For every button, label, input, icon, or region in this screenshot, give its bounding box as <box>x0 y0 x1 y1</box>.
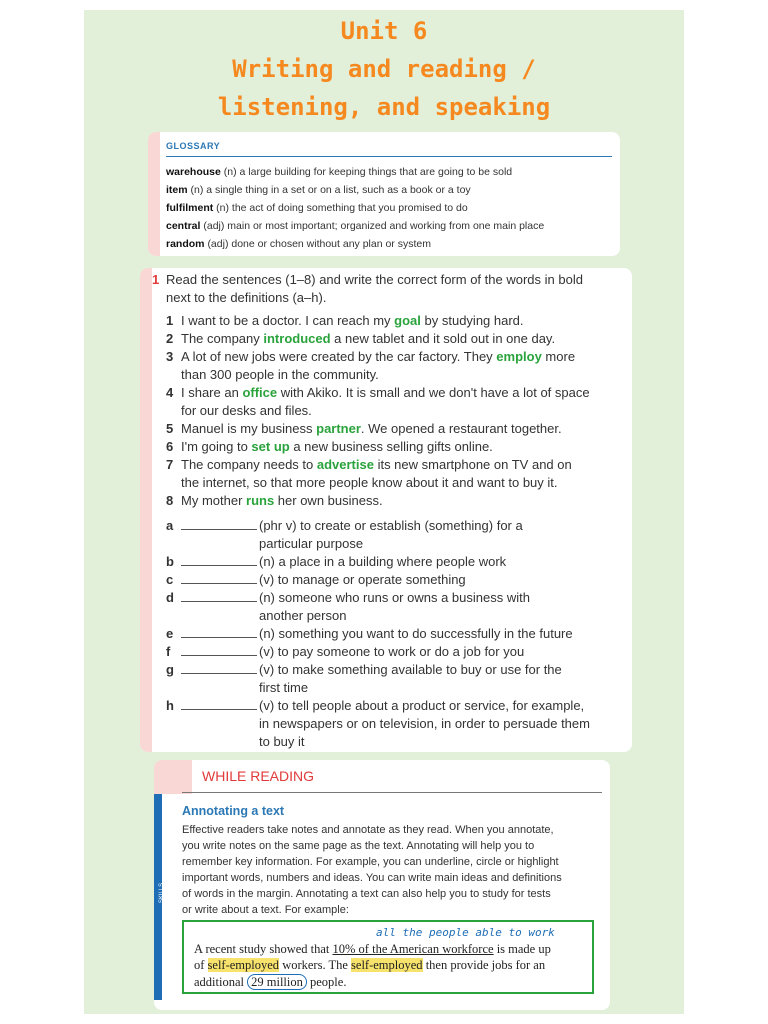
highlighted-word: self-employed <box>207 958 280 972</box>
glossary-word: fulfilment <box>166 202 214 214</box>
definition-letter: d <box>166 590 174 605</box>
sentence-number: 1 <box>166 313 174 328</box>
sentence-4: I share an office with Akiko. It is small and we don't have a lot of space <box>181 385 590 400</box>
sentence-3-cont: than 300 people in the community. <box>181 367 379 382</box>
sentence-2: The company introduced a new tablet and it sold out in one day. <box>181 331 556 346</box>
example-line-2: of self-employed workers. The self-employed then provide jobs for an <box>194 958 546 972</box>
definition-letter: h <box>166 698 174 713</box>
definition-letter: c <box>166 572 174 587</box>
bold-word: runs <box>246 493 275 508</box>
underlined-phrase: 10% of the American workforce <box>332 942 494 956</box>
answer-blank-c[interactable] <box>181 573 257 584</box>
definition-f: (v) to pay someone to work or do a job for you <box>181 644 524 659</box>
sentence-7-cont: the internet, so that more people know about it and want to buy it. <box>181 475 558 490</box>
definition-g-cont: first time <box>259 680 309 695</box>
sentence-1: I want to be a doctor. I can reach my goal by studying hard. <box>181 313 524 328</box>
example-line-3: additional 29 million people. <box>194 975 347 989</box>
sentence-number: 7 <box>166 457 174 472</box>
skills-label: SKILLS <box>159 882 166 904</box>
glossary-entry <box>166 166 512 178</box>
bold-word: advertise <box>316 457 374 472</box>
definition-letter: e <box>166 626 174 641</box>
glossary-entry <box>166 220 544 232</box>
sentence-number: 8 <box>166 493 174 508</box>
bold-word: employ <box>496 349 542 364</box>
bold-word: introduced <box>263 331 331 346</box>
glossary-entry <box>166 184 471 196</box>
while-reading-heading: WHILE READING <box>202 768 315 784</box>
glossary-word: item <box>166 184 188 196</box>
skill-paragraph-line: remember key information. For example, you can underline, circle or highlight <box>182 856 559 868</box>
exercise-side-strip <box>140 268 152 752</box>
sentence-7: The company needs to advertise its new smartphone on TV and on <box>181 457 572 472</box>
glossary-box <box>148 132 620 256</box>
page-title-line-1: Writing and reading / <box>232 55 536 83</box>
glossary-heading: GLOSSARY <box>166 141 221 151</box>
skill-paragraph-line: important words, numbers and ideas. You can write main ideas and definitions <box>182 872 562 884</box>
exercise-box <box>140 268 632 752</box>
definition-d: (n) someone who runs or owns a business with <box>181 590 530 605</box>
sentence-5: Manuel is my business partner. We opened a restaurant together. <box>181 421 562 436</box>
glossary-side-strip <box>148 132 160 256</box>
exercise-instruction: next to the definitions (a–h). <box>166 290 327 305</box>
glossary-word: warehouse <box>166 166 221 178</box>
highlighted-word: self-employed <box>351 958 423 972</box>
definition-letter: a <box>166 518 174 533</box>
bold-word: office <box>242 385 278 400</box>
answer-blank-g[interactable] <box>181 663 257 674</box>
reading-corner-strip <box>154 760 192 794</box>
definition-g: (v) to make something available to buy or use for the <box>181 662 562 677</box>
unit-title: Unit 6 <box>340 17 428 45</box>
bold-word: set up <box>251 439 290 454</box>
margin-annotation: all the people able to work <box>376 926 555 939</box>
answer-blank-f[interactable] <box>181 645 257 656</box>
definition-c: (v) to manage or operate something <box>181 572 466 587</box>
glossary-entry <box>166 238 431 250</box>
sentence-4-cont: for our desks and files. <box>181 403 312 418</box>
while-reading-box <box>154 760 610 1010</box>
glossary-word: random <box>166 238 205 250</box>
definition-d-cont: another person <box>259 608 347 623</box>
answer-blank-h[interactable] <box>181 699 257 710</box>
definition-letter: f <box>166 644 171 659</box>
skill-paragraph-line: Effective readers take notes and annotate as they read. When you annotate, <box>182 824 554 836</box>
answer-blank-e[interactable] <box>181 627 257 638</box>
answer-blank-b[interactable] <box>181 555 257 566</box>
glossary-definition: (n) a large building for keeping things that are going to be sold <box>223 166 513 178</box>
glossary-definition: (adj) done or chosen without any plan or system <box>207 238 431 250</box>
sentence-3: A lot of new jobs were created by the car factory. They employ more <box>181 349 576 364</box>
glossary-definition: (adj) main or most important; organized and working from one main place <box>203 220 545 232</box>
definition-a: (phr v) to create or establish (something) for a <box>181 518 523 533</box>
sentence-8: My mother runs her own business. <box>181 493 383 508</box>
sentence-number: 3 <box>166 349 174 364</box>
exercise-number: 1 <box>152 272 160 287</box>
exercise-instruction: Read the sentences (1–8) and write the correct form of the words in bold <box>166 272 583 287</box>
page <box>84 10 684 1014</box>
skill-paragraph-line: you write notes on the same page as the text. Annotating will help you to <box>182 840 535 852</box>
bold-word: partner <box>316 421 361 436</box>
skill-subheading: Annotating a text <box>182 804 285 818</box>
annotation-example-box <box>182 920 594 994</box>
definition-e: (n) something you want to do successfully in the future <box>181 626 573 641</box>
circled-number: 29 million <box>247 974 307 990</box>
definition-letter: g <box>166 662 174 677</box>
glossary-definition: (n) the act of doing something that you promised to do <box>216 202 468 214</box>
sentence-number: 2 <box>166 331 174 346</box>
sentence-6: I'm going to set up a new business selling gifts online. <box>181 439 493 454</box>
skill-paragraph-line: of words in the margin. Annotating a text can also help you to study for tests <box>182 888 551 900</box>
sentence-number: 6 <box>166 439 174 454</box>
definition-a-cont: particular purpose <box>259 536 364 551</box>
page-title-line-2: listening, and speaking <box>217 93 551 121</box>
definition-h: (v) to tell people about a product or service, for example, <box>181 698 584 713</box>
bold-word: goal <box>394 313 421 328</box>
definition-h-cont: to buy it <box>259 734 305 749</box>
glossary-divider <box>166 156 612 157</box>
sentence-number: 4 <box>166 385 174 400</box>
definition-h-cont: in newspapers or on television, in order to persuade them <box>259 716 590 731</box>
definition-letter: b <box>166 554 174 569</box>
sentence-number: 5 <box>166 421 174 436</box>
answer-blank-a[interactable] <box>181 519 257 530</box>
skill-paragraph-line: or write about a text. For example: <box>182 904 349 916</box>
definition-b: (n) a place in a building where people work <box>181 554 506 569</box>
glossary-word: central <box>166 220 201 232</box>
glossary-entry <box>166 202 468 214</box>
answer-blank-d[interactable] <box>181 591 257 602</box>
glossary-definition: (n) a single thing in a set or on a list, such as a book or a toy <box>190 184 471 196</box>
example-line-1: A recent study showed that 10% of the American workforce is made up <box>194 942 551 956</box>
reading-divider <box>182 792 602 793</box>
